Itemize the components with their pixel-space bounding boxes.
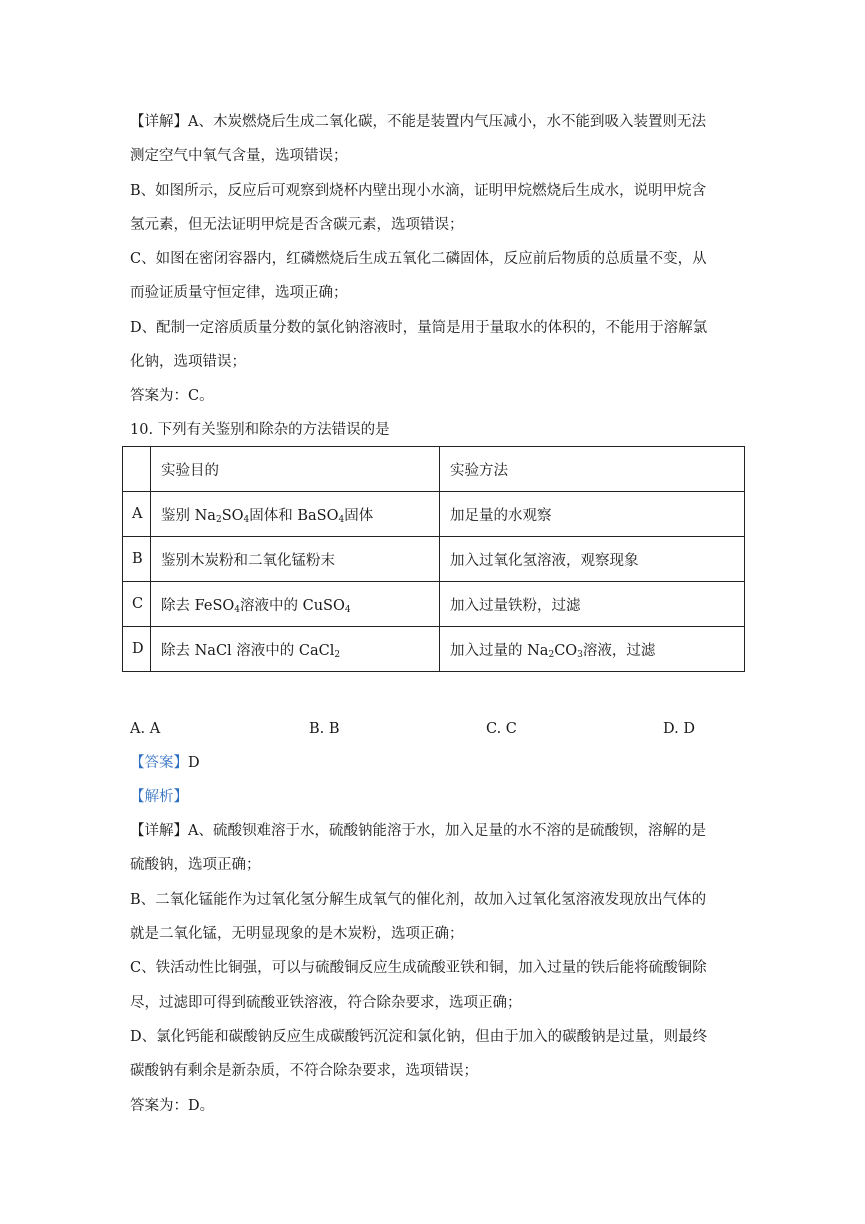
- table-row: [123, 582, 745, 627]
- subscript: 2: [548, 649, 555, 660]
- table-header-row: [123, 447, 745, 492]
- table-row: [123, 537, 745, 582]
- explanation-line: B、二氧化锰能作为过氧化氢分解生成氧气的催化剂，故加入过氧化氢溶液发现放出气体的: [130, 892, 707, 908]
- answer-line: [130, 753, 200, 773]
- table-header-cell: 实验方法: [440, 447, 745, 492]
- text-run: 加入过氧化氢溶液，观察现象: [450, 552, 639, 569]
- text-run: 鉴别 Na: [161, 507, 216, 524]
- prev-explanation-line: C、如图在密闭容器内，红磷燃烧后生成五氧化二磷固体，反应前后物质的总质量不变，从: [130, 251, 707, 267]
- question-table: [122, 446, 745, 672]
- text-run: 固体和 BaSO: [249, 507, 339, 524]
- row-method: [440, 537, 745, 582]
- row-purpose: [151, 627, 440, 672]
- option-a: A. A: [130, 721, 161, 737]
- row-key: C: [123, 582, 151, 627]
- prev-explanation-line: 测定空气中氧气含量，选项错误；: [130, 148, 348, 164]
- question-stem: 10. 下列有关鉴别和除杂的方法错误的是: [130, 422, 390, 438]
- subscript: 4: [338, 514, 345, 525]
- row-key: D: [123, 627, 151, 672]
- text-run: 加足量的水观察: [450, 507, 552, 524]
- table-header-cell: [123, 447, 151, 492]
- row-purpose: [151, 582, 440, 627]
- table-header-cell: 实验目的: [151, 447, 440, 492]
- row-key: A: [123, 492, 151, 537]
- prev-explanation-line: D、配制一定溶质质量分数的氯化钠溶液时，量筒是用于量取水的体积的，不能用于溶解氯: [130, 320, 708, 336]
- answer-value: D: [188, 755, 200, 771]
- explanation-line: 答案为：D。: [130, 1098, 215, 1114]
- row-method: [440, 582, 745, 627]
- text-run: 溶液中的 CuSO: [240, 597, 345, 614]
- row-method: [440, 492, 745, 537]
- explanation-line: 尽，过滤即可得到硫酸亚铁溶液，符合除杂要求，选项正确；: [130, 995, 522, 1011]
- explanation-line: 【详解】A、硫酸钡难溶于水，硫酸钠能溶于水，加入足量的水不溶的是硫酸钡，溶解的是: [130, 823, 706, 839]
- explanation-line: C、铁活动性比铜强，可以与硫酸铜反应生成硫酸亚铁和铜，加入过量的铁后能将硫酸铜除: [130, 960, 707, 976]
- table-row: [123, 492, 745, 537]
- prev-explanation-line: 化钠，选项错误；: [130, 354, 246, 370]
- row-purpose: [151, 537, 440, 582]
- subscript: 4: [243, 514, 250, 525]
- analysis-tag: 【解析】: [130, 789, 188, 805]
- row-purpose: [151, 492, 440, 537]
- prev-explanation-line: 答案为：C。: [130, 388, 214, 404]
- explanation-line: 硫酸钠，选项正确；: [130, 857, 261, 873]
- answer-tag: 【答案】: [130, 755, 188, 771]
- table-row: [123, 627, 745, 672]
- text-run: 除去 NaCl 溶液中的 CaCl: [161, 642, 335, 659]
- text-run: CO: [554, 642, 578, 659]
- subscript: 2: [334, 649, 341, 660]
- row-key: B: [123, 537, 151, 582]
- prev-explanation-line: B、如图所示，反应后可观察到烧杯内壁出现小水滴，证明甲烷燃烧后生成水，说明甲烷含: [130, 183, 707, 199]
- text-run: 加入过量的 Na: [450, 642, 549, 659]
- prev-explanation-line: 氢元素，但无法证明甲烷是否含碳元素，选项错误；: [130, 217, 464, 233]
- subscript: 4: [344, 604, 351, 615]
- subscript: 3: [577, 649, 583, 660]
- text-run: 溶液，过滤: [582, 642, 656, 659]
- option-b: B. B: [309, 721, 340, 737]
- explanation-line: 就是二氧化锰，无明显现象的是木炭粉，选项正确；: [130, 926, 464, 942]
- prev-explanation-line: 而验证质量守恒定律，选项正确；: [130, 285, 348, 301]
- text-run: 加入过量铁粉，过滤: [450, 597, 581, 614]
- option-d: D. D: [663, 721, 695, 737]
- subscript: 4: [234, 604, 241, 615]
- subscript: 2: [215, 514, 222, 525]
- text-run: 除去 FeSO: [161, 597, 235, 614]
- text-run: SO: [221, 507, 244, 524]
- row-method: [440, 627, 745, 672]
- text-run: 鉴别木炭粉和二氧化锰粉末: [161, 552, 335, 569]
- text-run: 固体: [344, 507, 374, 524]
- option-c: C. C: [486, 721, 517, 737]
- explanation-line: D、氯化钙能和碳酸钠反应生成碳酸钙沉淀和氯化钠，但由于加入的碳酸钠是过量，则最终: [130, 1029, 708, 1045]
- explanation-line: 碳酸钠有剩余是新杂质，不符合除杂要求，选项错误；: [130, 1063, 478, 1079]
- prev-explanation-line: 【详解】A、木炭燃烧后生成二氧化碳，不能是装置内气压减小，水不能到吸入装置则无法: [130, 114, 706, 130]
